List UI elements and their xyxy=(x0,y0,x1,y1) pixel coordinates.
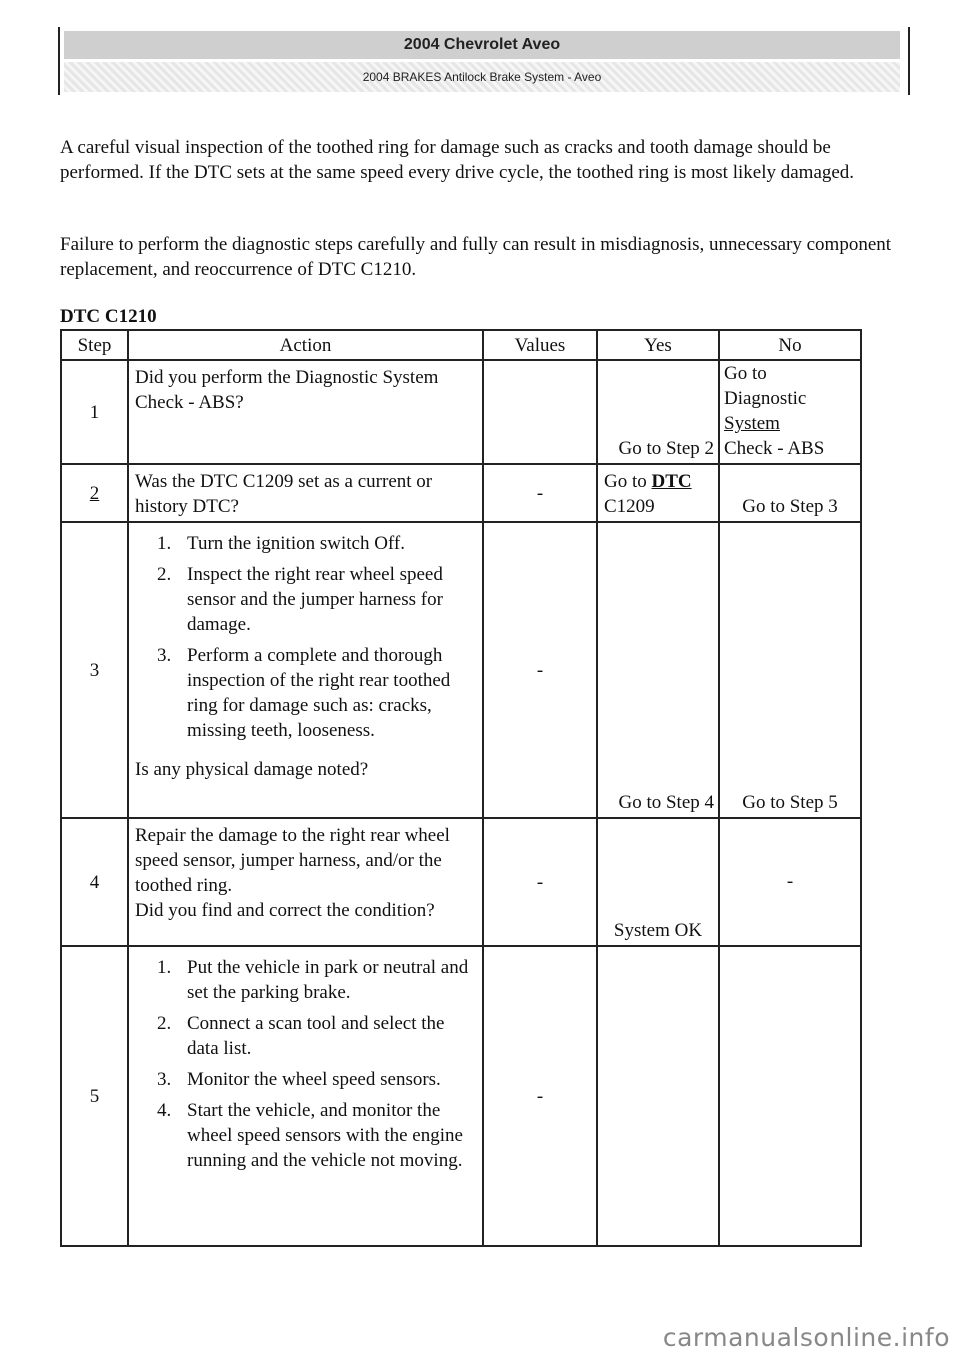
list-item: 2. Inspect the right rear wheel speed sensor and the jumper harness for damage. xyxy=(157,564,443,635)
yes-cell xyxy=(597,946,719,1246)
header-action: Action xyxy=(128,330,483,360)
list-item: 2. Connect a scan tool and select the data list. xyxy=(157,1013,445,1059)
values-cell: - xyxy=(483,946,597,1246)
table-row xyxy=(61,818,861,946)
document-subtitle: 2004 BRAKES Antilock Brake System - Aveo xyxy=(64,62,900,92)
yes-cell: Go to Step 4 xyxy=(597,522,719,818)
list-item: 1. Put the vehicle in park or neutral and set the parking brake. xyxy=(157,957,469,1003)
document-title: 2004 Chevrolet Aveo xyxy=(64,31,900,59)
no-cell xyxy=(719,360,861,464)
header-values: Values xyxy=(483,330,597,360)
step-number: 4 xyxy=(61,818,128,946)
action-question: Is any physical damage noted? xyxy=(135,759,369,780)
no-cell: Go to Step 5 xyxy=(719,522,861,818)
values-cell: - xyxy=(483,522,597,818)
values-cell: - xyxy=(483,464,597,522)
step-number: 2 xyxy=(61,464,128,522)
dtc-heading: DTC C1210 xyxy=(60,306,157,327)
no-prefix: Go to xyxy=(724,363,767,384)
no-cell: - xyxy=(719,818,861,946)
watermark: carmanualsonline.info xyxy=(662,1323,950,1352)
header-no: No xyxy=(719,330,861,360)
no-cell xyxy=(719,946,861,1246)
link-text-1[interactable]: Diagnostic xyxy=(724,388,807,409)
action-steps-list xyxy=(135,955,476,1173)
intro-paragraph: A careful visual inspection of the toothed ring for damage such as cracks and tooth damage should be performed. If the DTC sets at the same speed every drive cycle, the toothed ring is most likely damaged. xyxy=(60,137,855,183)
step-number: 5 xyxy=(61,946,128,1246)
diagnostic-table xyxy=(60,329,862,1247)
link-text-2[interactable]: System xyxy=(724,413,780,434)
action-cell xyxy=(128,946,483,1246)
dtc-c1209-link[interactable]: DTC xyxy=(651,471,692,492)
step-number: 3 xyxy=(61,522,128,818)
yes-prefix: Go to xyxy=(604,471,647,492)
values-cell: - xyxy=(483,818,597,946)
header-yes: Yes xyxy=(597,330,719,360)
yes-cell xyxy=(597,464,719,522)
step-number: 1 xyxy=(61,360,128,464)
table-row xyxy=(61,522,861,818)
values-cell xyxy=(483,360,597,464)
no-cell: Go to Step 3 xyxy=(719,464,861,522)
action-cell: Did you perform the Diagnostic System Check - ABS? xyxy=(128,360,483,464)
list-item: 3. Perform a complete and thorough inspection of the right rear toothed ring for damage such as: cracks, missing teeth, looseness. xyxy=(157,645,451,741)
yes-cell: Go to Step 2 xyxy=(597,360,719,464)
yes-cell: System OK xyxy=(597,818,719,946)
table-row xyxy=(61,360,861,464)
table-row xyxy=(61,946,861,1246)
action-cell: Was the DTC C1209 set as a current or history DTC? xyxy=(128,464,483,522)
list-item: 4. Start the vehicle, and monitor the wheel speed sensors with the engine running and the vehicle not moving. xyxy=(157,1100,463,1171)
table-row xyxy=(61,464,861,522)
link-text-3[interactable]: Check - ABS xyxy=(724,438,825,459)
action-cell xyxy=(128,522,483,818)
warning-paragraph: Failure to perform the diagnostic steps carefully and fully can result in misdiagnosis, unnecessary component replacement, and reoccurrence of DTC C1210. xyxy=(60,234,892,280)
table-header-row xyxy=(61,330,861,360)
action-cell xyxy=(128,818,483,946)
action-question: Did you find and correct the condition? xyxy=(135,900,435,921)
action-text: Repair the damage to the right rear wheel speed sensor, jumper harness, and/or the toothed ring. xyxy=(135,825,450,896)
dtc-c1209-link-code[interactable]: C1209 xyxy=(604,496,655,517)
header-step: Step xyxy=(61,330,128,360)
diagnostic-system-check-link[interactable] xyxy=(724,386,856,461)
list-item: 3. Monitor the wheel speed sensors. xyxy=(157,1069,441,1090)
action-steps-list xyxy=(135,531,476,743)
list-item: 1. Turn the ignition switch Off. xyxy=(157,533,405,554)
